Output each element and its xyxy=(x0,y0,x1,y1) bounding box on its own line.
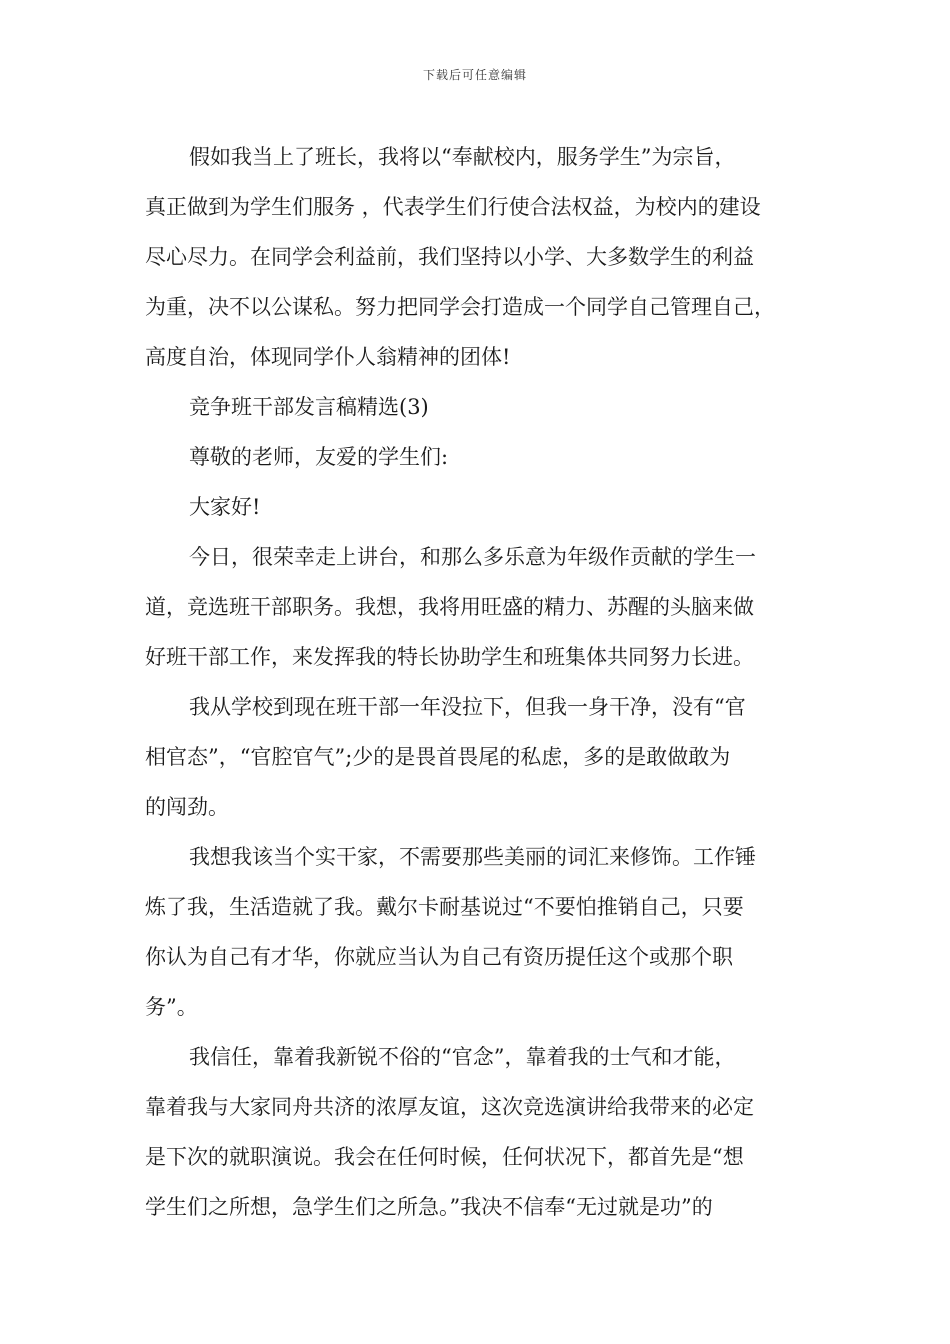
text-line: 为重，决不以公谋私。努力把同学会打造成一个同学自己管理自己， xyxy=(145,295,775,319)
text-line: 大家好! xyxy=(189,495,261,519)
text-line: 学生们之所想，急学生们之所急。”我决不信奉“无过就是功”的 xyxy=(145,1195,713,1219)
text-line: 你认为自己有才华，你就应当认为自己有资历提任这个或那个职 xyxy=(145,945,733,969)
text-line: 是下次的就职演说。我会在任何时候，任何状况下，都首先是“想 xyxy=(145,1145,744,1169)
text-line: 假如我当上了班长，我将以“奉献校内，服务学生”为宗旨， xyxy=(189,145,736,169)
text-line: 我从学校到现在班干部一年没拉下，但我一身干净，没有“官 xyxy=(189,695,746,719)
text-line: 我想我该当个实干家，不需要那些美丽的词汇来修饰。工作锤 xyxy=(189,845,756,869)
text-line: 道，竞选班干部职务。我想，我将用旺盛的精力、苏醒的头脑来做 xyxy=(145,595,754,619)
text-line: 我信任，靠着我新锐不俗的“官念”，靠着我的士气和才能， xyxy=(189,1045,736,1069)
text-line: 尊敬的老师，友爱的学生们: xyxy=(189,445,449,469)
text-line: 务”。 xyxy=(145,995,198,1019)
text-line: 今日，很荣幸走上讲台，和那么多乐意为年级作贡献的学生一 xyxy=(189,545,756,569)
text-line: 炼了我，生活造就了我。戴尔卡耐基说过“不要怕推销自己，只要 xyxy=(145,895,744,919)
text-line: 好班干部工作，来发挥我的特长协助学生和班集体共同努力长进。 xyxy=(145,645,754,669)
text-line: 相官态”，“官腔官气”;少的是畏首畏尾的私虑，多的是敢做敢为 xyxy=(145,745,731,769)
text-line: 竞争班干部发言稿精选(3) xyxy=(189,395,429,419)
text-line: 靠着我与大家同舟共济的浓厚友谊，这次竞选演讲给我带来的必定 xyxy=(145,1095,754,1119)
page-header: 下载后可任意编辑 xyxy=(422,68,527,82)
text-line: 尽心尽力。在同学会利益前，我们坚持以小学、大多数学生的利益 xyxy=(145,245,754,269)
text-line: 的闯劲。 xyxy=(145,795,229,819)
text-line: 真正做到为学生们服务 ，代表学生们行使合法权益，为校内的建设 xyxy=(145,195,761,219)
document-body xyxy=(145,132,815,1232)
text-line: 高度自治，体现同学仆人翁精神的团体! xyxy=(145,345,511,369)
